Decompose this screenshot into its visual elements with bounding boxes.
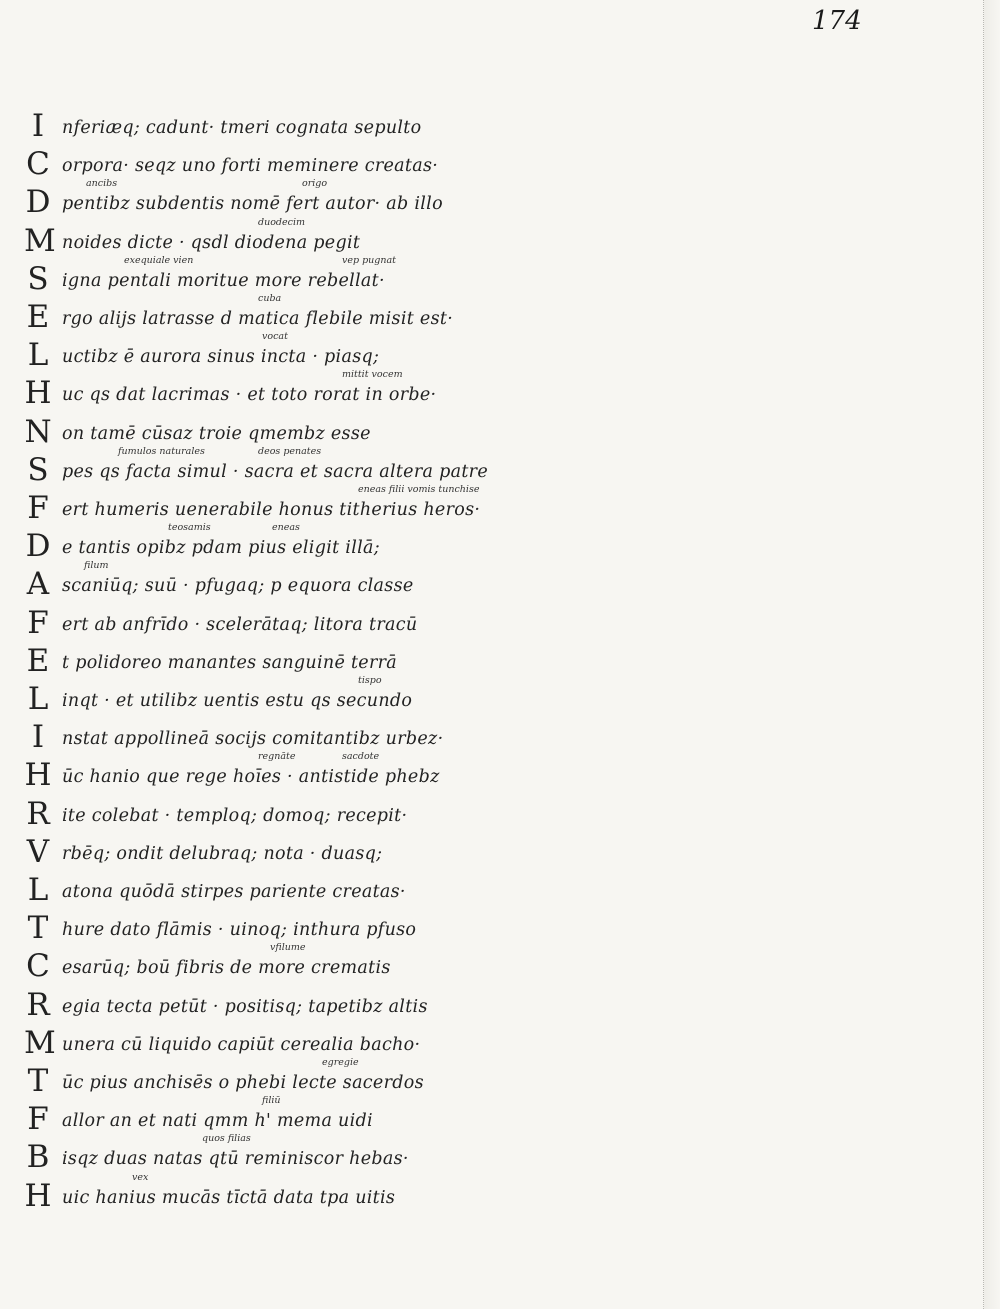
verse-text: hure dato flāmis · uinoq; inthura pfuso — [62, 920, 417, 941]
verse-text: egia tecta petūt · positisq; tapetibz altis — [62, 996, 428, 1017]
verse-initial: C — [26, 948, 50, 985]
verse-initial: T — [27, 910, 49, 947]
verse-initial: M — [24, 222, 56, 259]
verse-text: atona quōdā stirpes pariente creatas· — [62, 882, 406, 902]
interlinear-gloss: sacdote — [342, 751, 380, 763]
interlinear-gloss: eneas filii vomis tunchise — [358, 484, 480, 495]
verse-initial: R — [26, 986, 50, 1023]
interlinear-gloss: cuba — [258, 293, 282, 304]
verse-initial: T — [27, 1063, 49, 1099]
verse-text: scaniūq; suū · pfugaq; p equora classe — [62, 576, 414, 597]
verse-initial: E — [26, 299, 50, 335]
verse-text: pentibz subdentis nomē fert autor· ab illo — [62, 194, 443, 215]
interlinear-gloss: ancibs — [86, 178, 118, 190]
verse-line — [24, 1024, 524, 1069]
verse-text: ūc pius anchisēs o phebi lecte sacerdos — [62, 1073, 424, 1093]
verse-text: rgo alijs latrasse d matica flebile misit est· — [62, 309, 454, 329]
verse-text: unera cū liquido capiūt cerealia bacho· — [62, 1034, 421, 1055]
interlinear-gloss: tispo — [358, 675, 382, 686]
verse-initial: M — [24, 1024, 56, 1061]
verse-initial: I — [31, 108, 45, 144]
interlinear-gloss: mittit vocem — [342, 369, 403, 381]
verse-initial: D — [25, 184, 51, 221]
verse-initial: F — [27, 1101, 49, 1138]
verse-initial: H — [24, 375, 52, 412]
verse-initial: E — [26, 642, 50, 679]
interlinear-gloss: vocat — [262, 331, 288, 343]
verse-text: e tantis opibz pdam pius eligit illā; — [62, 538, 380, 559]
verse-initial: H — [24, 757, 52, 794]
verse-initial: S — [27, 451, 49, 488]
verse-text: allor an et nati qmm h' mema uidi — [62, 1111, 373, 1132]
interlinear-gloss: egregie — [322, 1057, 359, 1068]
folio-number: 174 — [812, 6, 862, 36]
verse-initial: L — [27, 681, 49, 717]
verse-text: uc qs dat lacrimas · et toto rorat in orbe· — [62, 385, 437, 406]
verse-line — [24, 681, 524, 725]
verse-initial: D — [25, 528, 51, 565]
interlinear-gloss: teosamis — [168, 522, 211, 534]
interlinear-gloss: duodecim — [258, 216, 305, 228]
verse-text: ert humeris uenerabile honus titherius heros· — [62, 500, 481, 520]
verse-text: inqt · et utilibz uentis estu qs secundo — [62, 691, 413, 711]
verse-text: on tamē cūsaz troie qmembz esse — [62, 423, 371, 444]
verse-text: ūc hanio que rege hoīes · antistide phebz — [62, 767, 440, 788]
verse-initial: V — [26, 833, 50, 870]
interlinear-gloss: origo — [302, 178, 328, 190]
verse-text: nferiæq; cadunt· tmeri cognata sepulto — [62, 118, 422, 138]
verse-line — [24, 604, 524, 649]
verse-line — [24, 642, 524, 687]
verse-text: uic hanius mucās tīctā data tpa uitis — [62, 1187, 396, 1208]
verse-initial: B — [26, 1139, 50, 1176]
verse-initial: S — [27, 260, 49, 297]
interlinear-gloss: quos filias — [202, 1133, 251, 1145]
interlinear-gloss: eneas — [272, 522, 300, 534]
verse-line — [24, 872, 524, 916]
interlinear-gloss: exequiale vien — [124, 254, 194, 266]
verse-text: t polidoreo manantes sanguinē terrā — [62, 652, 398, 673]
verse-initial: N — [24, 413, 52, 450]
verse-line — [24, 986, 524, 1031]
verse-initial: I — [31, 719, 45, 756]
verse-text: pes qs facta simul · sacra et sacra altera patre — [62, 461, 488, 482]
verse-initial: C — [26, 146, 50, 183]
interlinear-gloss: deos penates — [258, 445, 322, 457]
interlinear-gloss: regnāte — [258, 751, 296, 763]
verse-text: uctibz ē aurora sinus incta · piasq; — [62, 347, 380, 368]
interlinear-gloss: vex — [132, 1171, 149, 1183]
verse-text: isqz duas natas qtū reminiscor hebas· — [62, 1149, 409, 1170]
verse-initial: F — [27, 604, 49, 641]
verse-text: ite colebat · temploq; domoq; recepit· — [62, 805, 408, 826]
verse-text: esarūq; boū fibris de more crematis — [62, 958, 391, 979]
interlinear-gloss: filum — [84, 560, 109, 572]
interlinear-gloss: vep pugnat — [342, 254, 396, 266]
verse-initial: A — [26, 566, 50, 603]
verse-text: rbēq; ondit delubraq; nota · duasq; — [62, 843, 383, 864]
verse-line — [24, 108, 524, 152]
verse-line — [24, 795, 524, 840]
verse-initial: H — [24, 1177, 52, 1214]
verse-line — [24, 833, 524, 878]
verse-text: igna pentali moritue more rebellat· — [62, 270, 385, 291]
verse-initial: L — [27, 872, 49, 908]
verse-text: nstat appollineā socijs comitantibz urbez· — [62, 729, 444, 750]
page-edge — [983, 0, 1000, 1309]
verse-text: orpora· seqz uno forti meminere creatas· — [62, 156, 439, 177]
interlinear-gloss: fumulos naturales — [118, 445, 205, 457]
verse-text: ert ab anfrīdo · scelerātaq; litora tracū — [62, 614, 418, 635]
verse-text: noides dicte · qsdl diodena pegit — [62, 232, 361, 253]
verse-initial: R — [26, 795, 50, 832]
interlinear-gloss: filiū — [262, 1095, 281, 1107]
interlinear-gloss: vfilume — [270, 942, 306, 954]
verse-initial: L — [27, 337, 49, 374]
verse-initial: F — [27, 490, 49, 526]
